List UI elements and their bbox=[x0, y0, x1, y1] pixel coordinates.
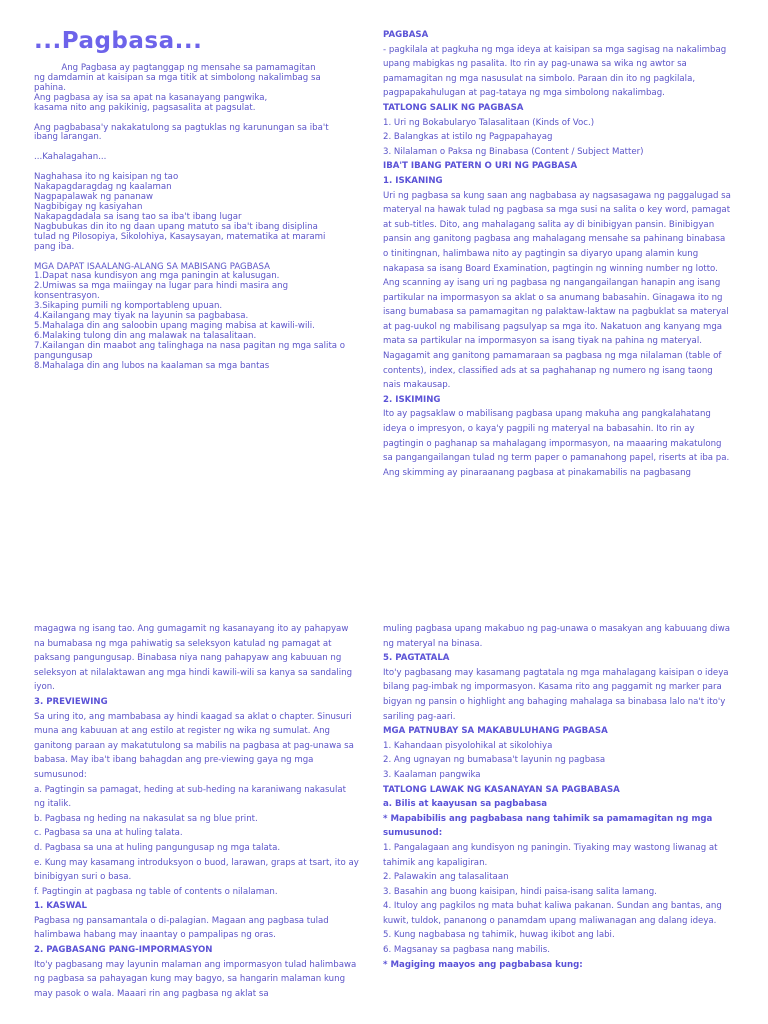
page1-left-column bbox=[34, 28, 352, 371]
mapabibilis-heading: * Mapabibilis ang pagbabasa nang tahimik sa pamamagitan ng mga sumusunod: bbox=[383, 813, 713, 839]
maayos-heading: * Magiging maayos ang pagbabasa kung: bbox=[383, 959, 583, 970]
previewing-item: d. Pagbasa sa una at huling pangungusap ng mga talata. bbox=[34, 842, 281, 853]
pagtatala-paragraph: Ito'y pagbasang may kasamang pagtatala ng mga mahalagang kaisipan o ideya bilang pag-imbak ng impormasyon. Kasama rito ang paggamit ng marker para bigyan ng pansin o highlight ang bahaging mahalaga sa binabasa lalo na't ito'y sariling pag-aari. bbox=[383, 667, 729, 722]
iskiming-paragraph-2: Ang skimming ay pinaraanang pagbasa at pinakamabilis na pagbasang bbox=[383, 467, 692, 478]
patnubay-item: 3. Kaalaman pangwika bbox=[383, 769, 481, 780]
impormasyon-paragraph: Ito'y pagbasang may layunin malaman ang impormasyon tulad halimbawa ng pagbasa sa pahayagan kung may bagyo, sa hangarin malaman kung may pasok o wala. Maaari rin ang pagbasa ng aklat sa bbox=[34, 959, 357, 999]
mapabibilis-item: 3. Basahin ang buong kaisipan, hindi paisa-isang salita lamang. bbox=[383, 886, 657, 897]
mapabibilis-item: 6. Magsanay sa pagbasa nang mabilis. bbox=[383, 945, 550, 956]
dapat-list: 1.Dapat nasa kundisyon ang mga paningin at kalusugan. 2.Umiwas sa mga maiingay na lugar para hindi masira ang konsentrasyon. 3.Sikaping pumili ng komportableng upuan. 4.Kailangang may tiyak na layunin sa pagbabasa. 5.Mahalaga din ang saloobin upang maging mabisa at kawili-wili. 6.Malaking tulong din ang malawak na talasalitaan. 7.Kailangan din maabot ang talinghaga na nasa pagitan ng mga salita o pangungusap 8.Mahalaga din ang lubos na kaalaman sa mga bantas bbox=[34, 271, 346, 371]
salik-item: 3. Nilalaman o Paksa ng Binabasa (Content / Subject Matter) bbox=[383, 146, 644, 157]
previewing-paragraph: Sa uring ito, ang mambabasa ay hindi kaagad sa aklat o chapter. Sinusuri muna ang kabuuan at ang estilo at register ng wika ng sumulat. Ang ganitong paraan ay makatutulong sa mabilis na pagbasa at pag-unawa sa babasa. May iba't ibang bahagdan ang pre-viewing gaya ng mga sumusunod: bbox=[34, 711, 354, 780]
previewing-item: c. Pagbasa sa una at huling talata. bbox=[34, 828, 183, 839]
patnubay-heading: MGA PATNUBAY SA MAKABULUHANG PAGBASA bbox=[383, 726, 608, 737]
mapabibilis-item: 4. Ituloy ang pagkilos ng mata buhat kaliwa pakanan. Sundan ang bantas, ang kuwit, tuldok, pananong o panamdam upang maliwanagan ang dalang ideya. bbox=[383, 901, 722, 926]
kaswal-paragraph: Pagbasa ng pansamantala o di-palagian. Magaan ang pagbasa tulad halimbawa habang may inaantay o pampalipas ng oras. bbox=[34, 915, 329, 941]
kahalagahan-list: Naghahasa ito ng kaisipan ng tao Nakapagdaragdag ng kaalaman Nagpapalawak ng pananaw Nagbibigay ng kasiyahan Nakapagdadala sa isang tao sa iba't ibang lugar Nagbubukas din ito ng daan upang matuto sa iba't ibang disiplina tulad ng Pilosopiya, Sikolohiya, Kasaysayan, matematika at marami pang iba. bbox=[34, 172, 326, 252]
mapabibilis-item: 1. Pangalagaan ang kundisyon ng paningin. Tiyaking may wastong liwanag at tahimik ang kapaligiran. bbox=[383, 842, 718, 868]
iskaning-paragraph-1: Uri ng pagbasa sa kung saan ang nagbabasa ay nagsasagawa ng paggalugad sa materyal na hawak tulad ng pagbasa sa mga susi na salita o key word, pamagat at sub-titles. Dito, ang mahalagang salita ay di binibigyan pansin. Binibigyan pansin ang ganitong pagbasa ang mahalagang mensahe sa pahinang binabasa o tinitingnan, halimbawa nito ay pagtingin sa diyaryo upang alamin kung nakapasa sa isang Board Examination, pagtingin ng winning number ng lotto. bbox=[383, 190, 731, 274]
mapabibilis-item: 2. Palawakin ang talasalitaan bbox=[383, 872, 509, 883]
previewing-number: 3. bbox=[34, 696, 47, 707]
page1-right-column bbox=[383, 28, 733, 480]
bilis-heading: a. Bilis at kaayusan sa pagbabasa bbox=[383, 799, 548, 810]
kahalagahan-label: ...Kahalagahan... bbox=[34, 152, 107, 163]
skimming-continuation: magagwa ng isang tao. Ang gumagamit ng kasanayang ito ay pahapyaw na bumabasa ng mga pahiwatig sa seleksyon katulad ng pamagat at paksang pangungusap. Binabasa niya nang pahapyaw ang kabuuan ng seleksyon at nilalaktawan ang mga hindi kawili-wili sa kanya sa sandaling iyon. bbox=[34, 624, 353, 693]
pagtatala-heading: 5. PAGTATALA bbox=[383, 653, 450, 664]
lawak-heading: TATLONG LAWAK NG KASANAYAN SA PAGBABASA bbox=[383, 784, 620, 795]
patnubay-item: 1. Kahandaan pisyolohikal at sikolohiya bbox=[383, 740, 553, 751]
iskiming-number: 2. bbox=[383, 394, 396, 405]
iskiming-heading bbox=[383, 393, 733, 408]
previewing-item: a. Pagtingin sa pamagat, heding at sub-heding na karaniwang nakasulat ng italik. bbox=[34, 784, 346, 810]
previewing-item: f. Pagtingin at pagbasa ng table of contents o nilalaman. bbox=[34, 886, 278, 897]
mapabibilis-item: 5. Kung nagbabasa ng tahimik, huwag ikibot ang labi. bbox=[383, 930, 615, 941]
iskiming-paragraph-1: Ito ay pagsaklaw o mabilisang pagbasa upang makuha ang pangkalahatang ideya o impresyon, o kaya'y pagpili ng materyal na babasahin. Ito rin ay pagtingin o paghanap sa mahalagang impormasyon, na maaaring makatulong sa pangangailangan tulad ng term paper o pamanahong papel, riserts at iba pa. bbox=[383, 409, 730, 464]
kaswal-heading: 1. KASWAL bbox=[34, 901, 87, 912]
previewing-item: e. Kung may kasamang introduksyon o buod, larawan, graps at tsart, ito ay binibigyan suri o basa. bbox=[34, 857, 359, 883]
pagbasa-heading: PAGBASA bbox=[383, 30, 429, 40]
previewing-title: PREVIEWING bbox=[46, 696, 108, 707]
patnubay-item: 2. Ang ugnayan ng bumabasa't layunin ng pagbasa bbox=[383, 755, 606, 766]
page2-right-column bbox=[383, 622, 733, 972]
intro-paragraph: Ang Pagbasa ay pagtanggap ng mensahe sa pamamagitan ng damdamin at kaisipan sa mga titik at simbolong nakalimbag sa pahina. Ang pagbasa ay isa sa apat na kasanayang pangwika, kasama nito ang pakikinig, pagsasalita at pagsulat. bbox=[34, 63, 321, 113]
iskaning-title: ISKANING bbox=[395, 175, 443, 186]
iskaning-number: 1. bbox=[383, 175, 396, 186]
salik-item: 2. Balangkas at istilo ng Pagpapahayag bbox=[383, 132, 553, 143]
page-title: ...Pagbasa... bbox=[34, 28, 203, 54]
dapat-heading: MGA DAPAT ISAALANG-ALANG SA MABISANG PAGBASA bbox=[34, 261, 270, 272]
iskaning-paragraph-2: Ang scanning ay isang uri ng pagbasa ng nangangailangan hanapin ang isang partikular na impormasyon sa aklat o sa anumang babasahin. Ginagawa ito ng isang bumabasa sa pamamagitan ng palaktaw-laktaw na pagbuklat sa materyal at pag-uukol ng mabilisang pagsulyap sa mga ito. Nakatuon ang kanyang mga mata sa partikular na impormasyon sa isang tiyak na pahina ng materyal. Nagagamit ang ganitong pamamaraan sa pagbasa ng mga nilalaman (table of contents), index, classified ads at sa paghahanap ng numero ng isang taong nais makausap. bbox=[383, 278, 729, 391]
impormasyon-heading: 2. PAGBASANG PANG-IMPORMASYON bbox=[34, 945, 213, 956]
document-page-2 bbox=[0, 612, 768, 1024]
iskiming-title: ISKIMING bbox=[395, 394, 441, 405]
salik-item: 1. Uri ng Bokabularyo Talasalitaan (Kinds of Voc.) bbox=[383, 117, 595, 128]
page2-left-column bbox=[34, 622, 359, 1001]
previewing-item: b. Pagbasa ng heding na nakasulat sa ng blue print. bbox=[34, 813, 258, 824]
salik-heading: TATLONG SALIK NG PAGBASA bbox=[383, 102, 524, 113]
muling-pagbasa-continuation: muling pagbasa upang makabuo ng pag-unawa o masakyan ang kabuuang diwa ng materyal na binasa. bbox=[383, 624, 731, 649]
iskaning-heading bbox=[383, 174, 733, 189]
previewing-heading bbox=[34, 695, 359, 710]
karunungan-paragraph: Ang pagbabasa'y nakakatulong sa pagtuklas ng karunungan sa iba't ibang larangan. bbox=[34, 122, 329, 143]
patern-heading: IBA'T IBANG PATERN O URI NG PAGBASA bbox=[383, 161, 578, 172]
pagbasa-definition: - pagkilala at pagkuha ng mga ideya at kaisipan sa mga sagisag na nakalimbag upang mabigkas ng pasalita. Ito rin ay pag-unawa sa wika ng awtor sa pamamagitan ng mga nasusulat na simbolo. Paraan din ito ng pagkilala, pagpapakahulugan at pag-tataya ng mga simbolong nakalimbag. bbox=[383, 44, 727, 99]
